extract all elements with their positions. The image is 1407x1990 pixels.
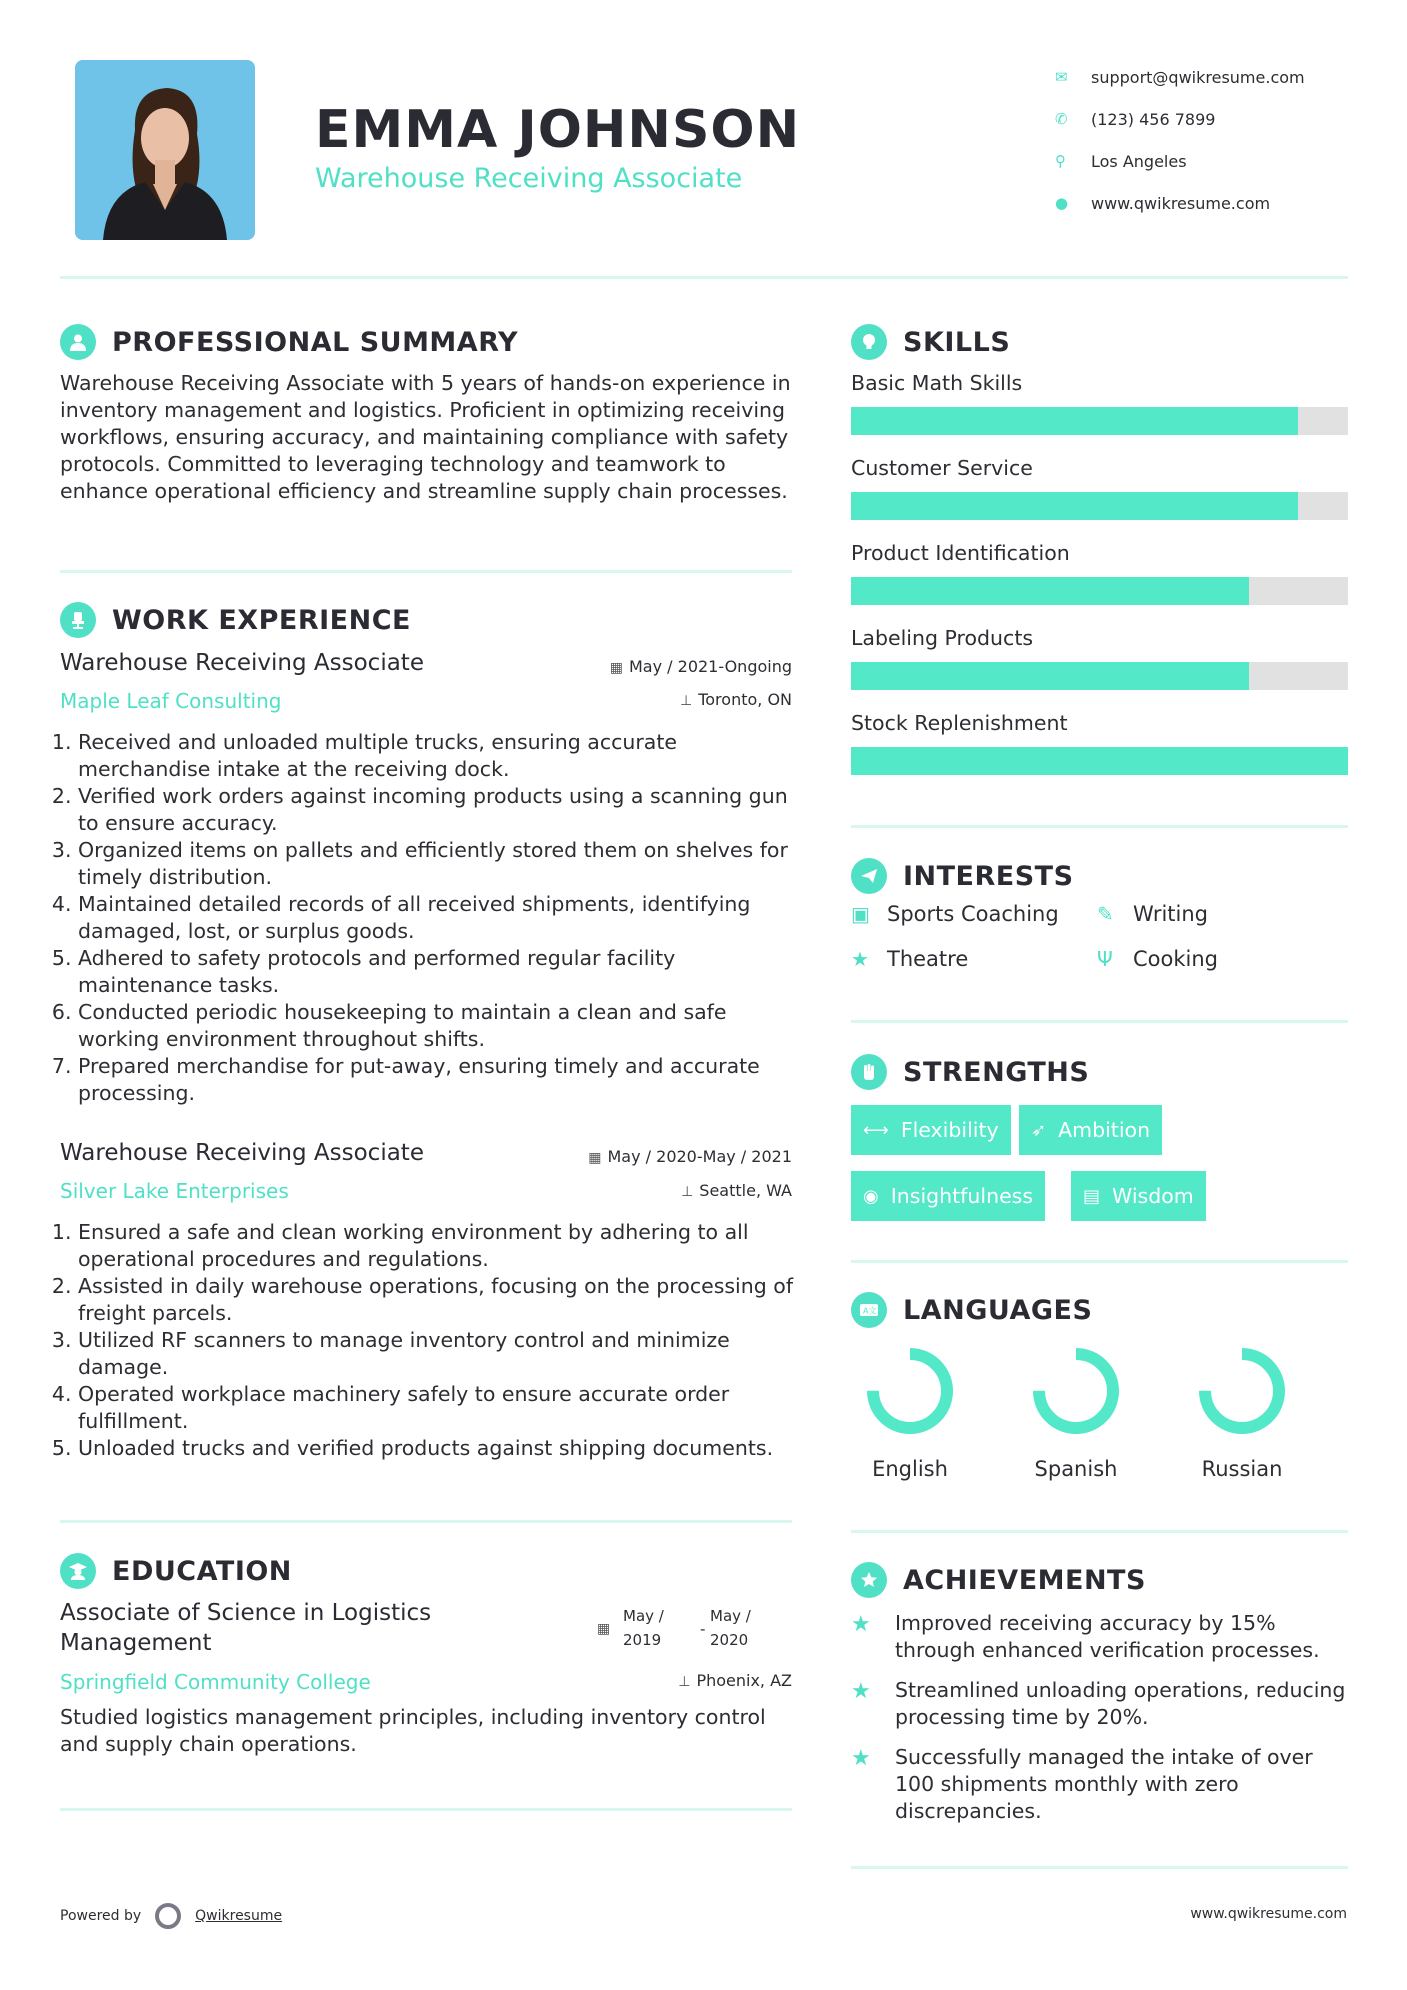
contact-list	[1055, 56, 1385, 224]
interest-item	[1097, 902, 1208, 926]
calendar-icon: ▦	[588, 1150, 602, 1166]
star-icon: ★	[851, 947, 869, 971]
skill-bar-fill	[851, 492, 1298, 520]
duty-item: 4. Maintained detailed records of all received shipments, identifying damaged, lost, or surplus goods.	[78, 891, 799, 945]
achievements-divider	[851, 1866, 1348, 1869]
duty-item: 3. Organized items on pallets and efficiently stored them on shelves for timely distribution.	[78, 837, 799, 891]
interest-item	[851, 947, 968, 971]
interest-item	[851, 902, 1059, 926]
skill-bar	[851, 407, 1348, 435]
profile-photo	[75, 60, 255, 240]
lightbulb-icon	[851, 324, 887, 360]
globe-icon: ●	[1055, 194, 1069, 212]
duty-item: 3. Utilized RF scanners to manage inventory control and minimize damage.	[78, 1327, 799, 1381]
education-title: EDUCATION	[112, 1555, 292, 1587]
chair-icon	[60, 602, 96, 638]
briefcase-icon: ▣	[851, 902, 870, 926]
language-name: Spanish	[1034, 1457, 1118, 1481]
job-2-company: Silver Lake Enterprises	[60, 1179, 289, 1203]
strength-label: Flexibility	[900, 1118, 999, 1142]
contact-location-text: Los Angeles	[1091, 151, 1187, 171]
education-dash: -	[700, 1620, 706, 1638]
skill-bar	[851, 492, 1348, 520]
language-card-icon	[851, 1292, 887, 1328]
strength-label: Wisdom	[1112, 1184, 1194, 1208]
footer-url[interactable]: www.qwikresume.com	[1190, 1906, 1347, 1922]
language-name: English	[872, 1457, 948, 1481]
achievement-text: Improved receiving accuracy by 15% through enhanced verification processes.	[895, 1611, 1320, 1662]
duty-item: 6. Conducted periodic housekeeping to maintain a clean and safe working environment throughout shifts.	[78, 999, 799, 1053]
strengths-title: STRENGTHS	[903, 1056, 1090, 1088]
pin-icon: ⊥	[680, 693, 693, 709]
job-1-location	[680, 690, 792, 709]
job-1-date-text: May / 2021-Ongoing	[629, 657, 792, 676]
interest-label: Writing	[1133, 902, 1208, 926]
job-2-location	[681, 1181, 792, 1200]
star-icon: ★	[851, 1612, 871, 1637]
skill-bar-fill	[851, 577, 1249, 605]
education-start-b: 2019	[623, 1631, 662, 1649]
achievement-text: Successfully managed the intake of over 100 shipments monthly with zero discrepancies.	[895, 1745, 1313, 1823]
summary-title: PROFESSIONAL SUMMARY	[112, 326, 519, 358]
job-2-location-text: Seattle, WA	[699, 1181, 792, 1200]
contact-email[interactable]	[1055, 56, 1385, 98]
achievements-title: ACHIEVEMENTS	[903, 1564, 1146, 1596]
education-location	[678, 1671, 792, 1690]
job-2-duties	[59, 1219, 799, 1462]
duty-item: 2. Verified work orders against incoming products using a scanning gun to ensure accuracy.	[78, 783, 799, 837]
strength-label: Insightfulness	[890, 1184, 1034, 1208]
interest-label: Cooking	[1133, 947, 1218, 971]
skills-divider	[851, 825, 1348, 828]
calendar-icon: ▦	[597, 1621, 611, 1637]
duty-item: 1. Received and unloaded multiple trucks, ensuring accurate merchandise intake at the receiving dock.	[78, 729, 799, 783]
skill-item	[851, 541, 1348, 605]
contact-email-text: support@qwikresume.com	[1091, 67, 1305, 87]
summary-text: Warehouse Receiving Associate with 5 years of hands-on experience in inventory management and logistics. Proficient in optimizing receiving workflows, ensuring accuracy, and maintaining compliance with safety protocols. Committed to leveraging technology and teamwork to enhance operational efficiency and streamline supply chain processes.	[60, 371, 791, 503]
contact-website-text: www.qwikresume.com	[1091, 193, 1271, 213]
contact-phone-text: (123) 456 7899	[1091, 109, 1216, 129]
phone-icon: ✆	[1055, 110, 1068, 128]
skill-bar-fill	[851, 662, 1249, 690]
skill-name: Labeling Products	[851, 626, 1034, 650]
summary-heading	[60, 324, 518, 360]
pencil-icon: ✎	[1097, 902, 1114, 926]
job-2-title: Warehouse Receiving Associate	[60, 1140, 424, 1166]
skill-item	[851, 371, 1348, 435]
hand-icon	[851, 1054, 887, 1090]
languages-heading	[851, 1292, 1092, 1328]
interest-item	[1097, 947, 1218, 971]
language-ring	[864, 1345, 956, 1437]
language-item	[1182, 1345, 1302, 1481]
interests-divider	[851, 1020, 1348, 1023]
skill-bar-fill	[851, 407, 1298, 435]
language-name: Russian	[1201, 1457, 1283, 1481]
experience-divider	[60, 1520, 792, 1523]
languages-divider	[851, 1530, 1348, 1533]
job-1-duties	[59, 729, 799, 1107]
education-divider	[60, 1808, 792, 1811]
language-item	[850, 1345, 970, 1481]
strengths-heading	[851, 1054, 1089, 1090]
interests-title: INTERESTS	[903, 860, 1074, 892]
job-1-location-text: Toronto, ON	[698, 690, 792, 709]
pin-icon: ⊥	[681, 1184, 694, 1200]
language-item	[1016, 1345, 1136, 1481]
skill-name: Customer Service	[851, 456, 1033, 480]
skills-title: SKILLS	[903, 326, 1011, 358]
skill-bar-fill	[851, 747, 1348, 775]
candidate-role: Warehouse Receiving Associate	[315, 163, 743, 194]
arrows-horizontal-icon: ⟷	[863, 1119, 889, 1141]
degree-line-1: Associate of Science in Logistics	[60, 1600, 432, 1626]
calendar-icon: ▦	[609, 660, 623, 676]
achievements-heading	[851, 1562, 1146, 1598]
language-ring-arc	[873, 1354, 947, 1428]
achievement-item	[851, 1677, 1351, 1731]
qwikresume-logo-icon	[155, 1903, 181, 1929]
duty-item: 2. Assisted in daily warehouse operations, focusing on the processing of freight parcels.	[78, 1273, 799, 1327]
language-ring	[1030, 1345, 1122, 1437]
contact-location	[1055, 140, 1385, 182]
skill-name: Product Identification	[851, 541, 1070, 565]
duty-item: 7. Prepared merchandise for put-away, ensuring timely and accurate processing.	[78, 1053, 799, 1107]
rocket-icon: ➶	[1031, 1119, 1047, 1141]
candidate-name: EMMA JOHNSON	[315, 100, 801, 160]
user-icon	[60, 324, 96, 360]
duty-item: 5. Unloaded trucks and verified products against shipping documents.	[78, 1435, 799, 1462]
map-pin-icon: ⚲	[1055, 152, 1066, 170]
strength-label: Ambition	[1058, 1118, 1151, 1142]
header-divider	[60, 276, 1348, 279]
skill-item	[851, 711, 1348, 775]
duty-item: 5. Adhered to safety protocols and performed regular facility maintenance tasks.	[78, 945, 799, 999]
job-2-date-text: May / 2020-May / 2021	[607, 1147, 792, 1166]
experience-heading	[60, 602, 411, 638]
strength-tag	[1019, 1105, 1162, 1155]
interest-label: Sports Coaching	[887, 902, 1059, 926]
interests-heading	[851, 858, 1074, 894]
experience-title: WORK EXPERIENCE	[112, 604, 411, 636]
summary-divider	[60, 570, 792, 573]
job-1-title: Warehouse Receiving Associate	[60, 650, 424, 676]
skills-heading	[851, 324, 1010, 360]
education-text: Studied logistics management principles, including inventory control and supply chain operations.	[60, 1705, 766, 1756]
education-end-a: May /	[710, 1607, 751, 1625]
skill-bar	[851, 662, 1348, 690]
envelope-icon: ✉	[1055, 68, 1068, 86]
education-location-text: Phoenix, AZ	[696, 1671, 792, 1690]
job-2-date	[588, 1147, 792, 1166]
strength-tag	[851, 1105, 1011, 1155]
book-icon: ▤	[1083, 1185, 1101, 1207]
powered-by-label: Powered by	[60, 1908, 142, 1924]
paper-plane-icon	[851, 858, 887, 894]
education-heading	[60, 1553, 292, 1589]
pin-icon: ⊥	[678, 1674, 691, 1690]
language-ring-arc	[1205, 1354, 1279, 1428]
education-end-b: 2020	[710, 1631, 749, 1649]
education-start-a: May /	[623, 1607, 664, 1625]
star-icon: ★	[851, 1679, 871, 1704]
brand-link[interactable]: Qwikresume	[195, 1908, 283, 1924]
skill-name: Basic Math Skills	[851, 371, 1023, 395]
skill-item	[851, 626, 1348, 690]
contact-phone[interactable]	[1055, 98, 1385, 140]
contact-website[interactable]	[1055, 182, 1385, 224]
achievement-text: Streamlined unloading operations, reducing processing time by 20%.	[895, 1678, 1346, 1729]
svg-text:A文: A文	[863, 1306, 877, 1316]
languages-title: LANGUAGES	[903, 1294, 1093, 1326]
degree-line-2: Management	[60, 1630, 212, 1656]
education-end	[710, 1604, 751, 1652]
eye-icon: ◉	[863, 1185, 879, 1207]
job-1-company: Maple Leaf Consulting	[60, 689, 282, 713]
achievement-item	[851, 1744, 1351, 1825]
duty-item: 4. Operated workplace machinery safely to ensure accurate order fulfillment.	[78, 1381, 799, 1435]
utensils-icon: Ψ	[1097, 947, 1113, 971]
language-ring-arc	[1039, 1354, 1113, 1428]
skill-bar	[851, 747, 1348, 775]
interest-label: Theatre	[887, 947, 969, 971]
graduate-icon	[60, 1553, 96, 1589]
skill-item	[851, 456, 1348, 520]
skill-bar	[851, 577, 1348, 605]
skill-name: Stock Replenishment	[851, 711, 1068, 735]
education-school: Springfield Community College	[60, 1670, 371, 1694]
strength-tag	[1071, 1171, 1206, 1221]
language-ring	[1196, 1345, 1288, 1437]
star-icon: ★	[851, 1746, 871, 1771]
achievement-item	[851, 1610, 1351, 1664]
profile-photo-illustration	[75, 60, 255, 240]
job-1-date	[610, 657, 792, 676]
duty-item: 1. Ensured a safe and clean working environment by adhering to all operational procedures and regulations.	[78, 1219, 799, 1273]
strength-tag	[851, 1171, 1045, 1221]
strengths-divider	[851, 1260, 1348, 1263]
footer-powered-by	[60, 1903, 282, 1929]
star-badge-icon	[851, 1562, 887, 1598]
education-start	[623, 1604, 664, 1652]
